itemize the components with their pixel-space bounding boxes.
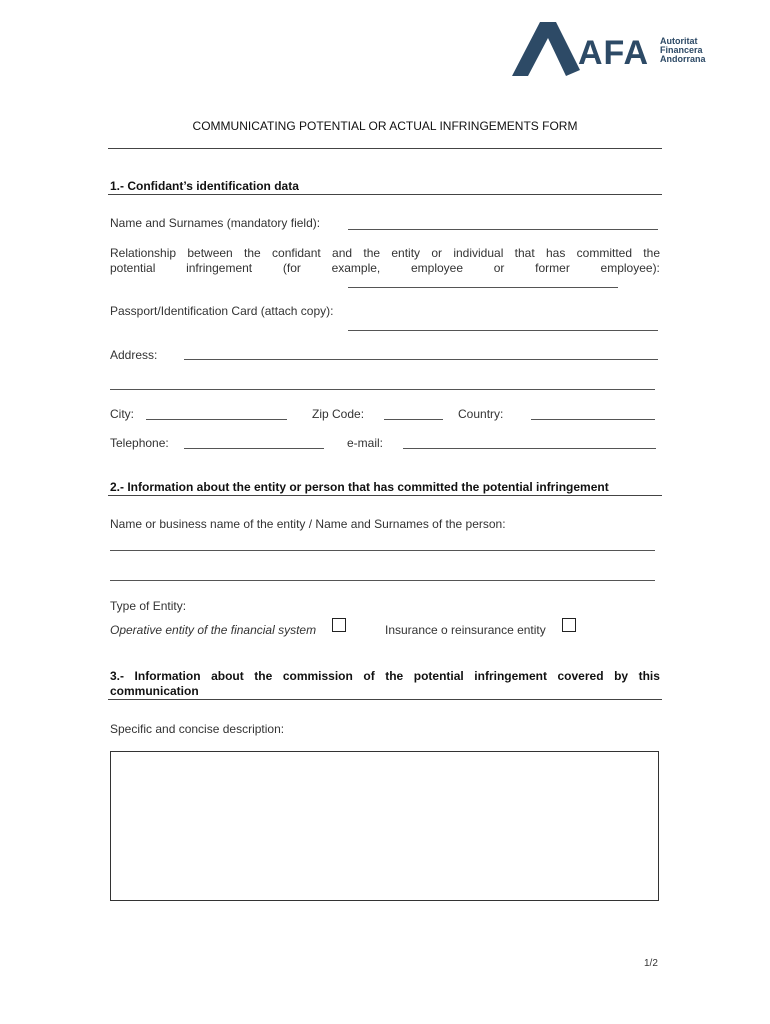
page-number: 1/2 xyxy=(644,958,658,969)
zip-code-label: Zip Code: xyxy=(312,407,365,421)
logo-line-1: Autoritat xyxy=(660,36,698,46)
relationship-label-line1: Relationship between the confidant and the entity or individual that has committed the xyxy=(110,246,660,260)
section3-heading-line2: communication xyxy=(110,684,199,698)
address-field-1[interactable] xyxy=(184,359,658,360)
s3-word: this xyxy=(638,669,660,683)
s3-word: covered xyxy=(557,669,604,683)
confidant-name-field[interactable] xyxy=(348,229,658,230)
country-label: Country: xyxy=(458,407,504,421)
s3-word: 3.- xyxy=(110,669,125,683)
entity-name-field-1[interactable] xyxy=(110,550,655,551)
s3-word: commission xyxy=(282,669,353,683)
passport-label: Passport/Identification Card (attach copy): xyxy=(110,304,334,318)
rel-word: (for xyxy=(282,261,301,275)
entity-name-label: Name or business name of the entity / Name and Surnames of the person: xyxy=(110,517,506,531)
rel-word: employee xyxy=(411,261,464,275)
relationship-label-line2 xyxy=(110,261,660,275)
rel-word: example, xyxy=(331,261,381,275)
operative-entity-checkbox[interactable] xyxy=(332,618,346,632)
relationship-field[interactable] xyxy=(348,287,618,288)
s3-word: by xyxy=(614,669,629,683)
afa-logo-mark xyxy=(510,20,580,80)
zip-code-field[interactable] xyxy=(384,419,443,420)
s3-word: potential xyxy=(413,669,464,683)
section1-heading: 1.- Confidant’s identification data xyxy=(110,179,299,193)
afa-logo xyxy=(510,20,715,80)
entity-type-label: Type of Entity: xyxy=(110,599,187,613)
confidant-name-label: Name and Surnames (mandatory field): xyxy=(110,216,321,230)
entity-name-field-2[interactable] xyxy=(110,580,655,581)
section1-divider xyxy=(108,194,662,195)
form-title: COMMUNICATING POTENTIAL OR ACTUAL INFRINGEMENTS FORM xyxy=(192,119,578,133)
s3-word: the xyxy=(385,669,404,683)
telephone-label: Telephone: xyxy=(110,436,169,450)
s3-word: infringement xyxy=(474,669,547,683)
description-textarea[interactable] xyxy=(110,751,659,901)
s3-word: the xyxy=(254,669,273,683)
country-field[interactable] xyxy=(531,419,655,420)
city-label: City: xyxy=(110,407,134,421)
s3-word: about xyxy=(211,669,244,683)
logo-line-2: Financera xyxy=(660,45,703,55)
logo-line-3: Andorrana xyxy=(660,54,706,64)
s3-word: of xyxy=(363,669,375,683)
city-field[interactable] xyxy=(146,419,287,420)
rel-word: employee): xyxy=(600,261,660,275)
title-divider xyxy=(108,148,662,149)
address-label: Address: xyxy=(110,348,158,362)
email-field[interactable] xyxy=(403,448,656,449)
insurance-entity-checkbox[interactable] xyxy=(562,618,576,632)
rel-word: or xyxy=(493,261,505,275)
afa-logo-letters: AFA xyxy=(578,34,649,72)
email-label: e-mail: xyxy=(347,436,384,450)
telephone-field[interactable] xyxy=(184,448,324,449)
s3-word: Information xyxy=(134,669,201,683)
section2-divider xyxy=(108,495,662,496)
rel-word: potential xyxy=(110,261,156,275)
description-label: Specific and concise description: xyxy=(110,722,285,736)
passport-field[interactable] xyxy=(348,330,658,331)
section3-heading-line1 xyxy=(110,669,660,683)
rel-word: infringement xyxy=(186,261,253,275)
section2-heading: 2.- Information about the entity or person that has committed the potential infringement xyxy=(110,480,609,494)
address-field-2[interactable] xyxy=(110,389,655,390)
rel-word: former xyxy=(535,261,570,275)
option-operative-entity-label: Operative entity of the financial system xyxy=(110,623,317,637)
option-insurance-entity-label: Insurance o reinsurance entity xyxy=(385,623,546,637)
section3-divider xyxy=(108,699,662,700)
